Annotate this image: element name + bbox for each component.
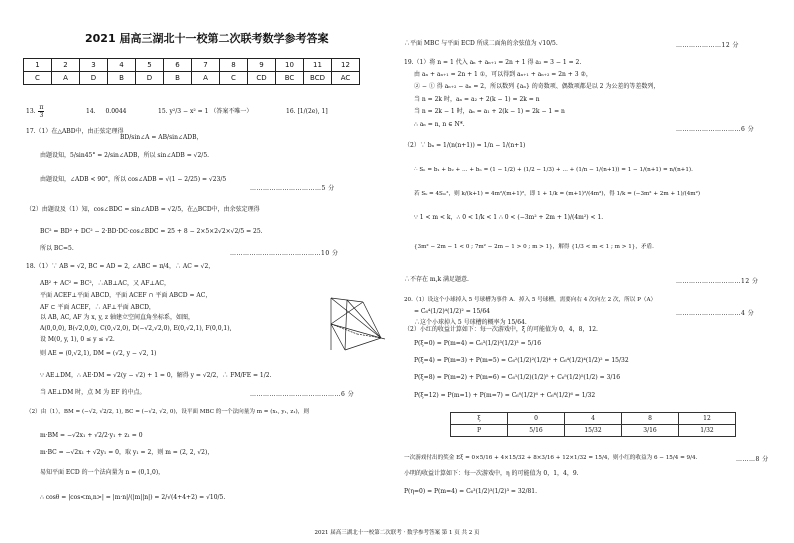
answer-table [23,58,360,85]
q18-line-8: 则 AE = (0,√2,1), DM = (√2, y − √2, 1) [40,350,157,357]
q18-line-5: 以 AB, AC, AF 为 x, y, z 轴建立空间直角坐标系，如图， [40,314,194,321]
q20-line-4: （2）小红的收益计算如下：每一次游戏中，ξ 的可能值为 0，4，8，12. [404,326,598,333]
answer-letter-cell: B [164,72,192,85]
answer-letter-cell: C [220,72,248,85]
edge-bc-line [345,338,381,350]
q19-score-1: …………………………6 分 [676,126,755,133]
distribution-prob-cell: 15/32 [565,425,622,437]
q20-line-6: P(ξ=4) = P(m=3) + P(m=5) = C₆²(1/2)²(1/2)⁴ + C₆⁴(1/2)⁴(1/2)² = 15/32 [414,357,629,364]
q19-line-2: 由 aₙ + aₙ₊₁ = 2n + 1 ①，可以得到 aₙ₊₁ + aₙ₊₂ = 2n + 3 ②， [414,71,592,78]
diag-fc-line [331,298,381,338]
q17-score-2: ……………………………………10 分 [230,250,339,257]
distribution-table [450,412,736,437]
q17-line-2: BD/sin∠A = AB/sin∠ADB， [120,134,203,141]
q20-line-2: = C₆⁴(1/2)⁴(1/2)² = 15/64 [414,308,490,315]
q18-line-13: m·BC = −√2x₁ + √2y₁ = 0，取 y₁ = 2，则 m = (2, 2, √2)， [40,449,214,456]
q19-line-8: ∴ Sₙ = b₁ + b₂ + … + bₙ = (1 − 1/2) + (1/2 − 1/3) + … + (1/n − 1/(n+1)) = 1 − 1/(n+1) = n/(n+1). [414,167,693,173]
q18-line-4: AF ⊂ 平面 ACEF，∴ AF⊥平面 ABCD， [40,304,155,311]
q20-score-1: …………………………4 分 [676,310,755,317]
page-footer: 2021 届高三湖北十一校第二次联考 · 数学参考答案 第 1 页 共 2 页 [314,530,480,536]
answer-number-cell: 9 [248,59,276,72]
answer-number-cell: 1 [24,59,52,72]
q20-line-7: P(ξ=8) = P(m=2) + P(m=6) = C₆¹(1/2)(1/2)⁵ + C₆⁵(1/2)⁵(1/2) = 3/16 [414,374,621,381]
q20-line-5: P(ξ=0) = P(m=4) = C₆³(1/2)³(1/2)³ = 5/16 [414,340,542,347]
answer-number-cell: 5 [136,59,164,72]
q19-line-7: （2）∵ bₙ = 1/(n(n+1)) = 1/n − 1/(n+1) [404,142,526,149]
q18-line-1: 18.（1）∵ AB = √2, BC = AD = 2, ∠ABC = π/4，∴ AC = √2， [26,263,215,270]
q15-note: （答案不唯一） [210,108,253,115]
q20-line-8: P(ξ=12) = P(m=1) + P(m=7) = C₆⁰(1/2)⁶ + C₆⁶(1/2)⁶ = 1/32 [414,392,596,399]
answer-letter-cell: AC [332,72,360,85]
q17-line-4: 由题设知，∠ADB < 90°，所以 cos∠ADB = √(1 − 2/25) = √23/5 [40,176,227,183]
q18-score-2: …………………12 分 [676,42,740,49]
q20-line-3: ∴这个小球掉入 5 号球槽的概率为 15/64. [414,319,527,326]
distribution-prob-row [451,425,736,437]
answer-letter-cell: D [80,72,108,85]
q18-line-10: 当 AE⊥DM 时，点 M 为 EF 的中点。 [40,389,146,396]
q19-line-9: 若 Sₖ = 4Sₘ²，则 k/(k+1) = 4m²/(m+1)²，即 1 + 1/k = (m+1)²/(4m²)，得 1/k = (−3m² + 2m + 1)/(4m²) [414,191,700,197]
edge-ab-line [331,324,345,350]
q20-line-11: P(η=0) = P(m=4) = C₆³(1/2)³(1/2)³ = 32/81. [404,488,538,495]
answer-number-cell: 7 [192,59,220,72]
q18-conclusion: ∴平面 MBC 与平面 ECD 所成二面角的余弦值为 √10/5. [404,40,558,47]
answer-number-cell: 11 [304,59,332,72]
q19-score-2: …………………………12 分 [676,278,759,285]
q15 [158,108,252,116]
q20-line-10: 小明的收益计算如下：每一次游戏中，η 的可能值为 0，1，4，9. [404,470,579,477]
q16-answer: [1/(2e), 1] [297,108,328,115]
q18-score-1: ……………………………………6 分 [250,391,355,398]
q14 [86,108,126,116]
answer-letter-cell: B [108,72,136,85]
answer-number-cell: 10 [276,59,304,72]
q16 [286,108,328,116]
distribution-prob-cell: 5/16 [508,425,565,437]
distribution-header-cell: 4 [565,413,622,425]
answer-letter-cell: CD [248,72,276,85]
answer-number-row [24,59,360,72]
q18-line-12: m·BM = −√2x₁ + √2/2·y₁ + z₁ = 0 [40,432,143,439]
q19-line-11: {3m² − 2m − 1 < 0 ; 7m² − 2m − 1 > 0 ; m > 1}，解得 {1/3 < m < 1 ; m > 1}，矛盾. [414,244,654,250]
q18-line-7: 设 M(0, y, 1), 0 ≤ y ≤ √2. [40,336,115,343]
q20-line-9: 一次游戏付出的奖金 Eξ = 0×5/16 + 4×15/32 + 8×3/16 + 12×1/32 = 15/4，则小红的收益为 6 − 15/4 = 9/4. [404,455,698,461]
q15-answer: y²/3 − x² = 1 [169,108,209,115]
q17-line-3: 由题设知，5/sin45° = 2/sin∠ADB，所以 sin∠ADB = √2/5. [40,152,210,159]
q19-line-10: ∵ 1 < m < k，∴ 0 < 1/k < 1 ∴ 0 < (−3m² + 2m + 1)/(4m²) < 1. [414,214,604,221]
q19-line-4: 当 n = 2k 时，aₙ = a₂ + 2(k − 1) = 2k = n [414,96,540,103]
y-axis-line [381,338,385,339]
distribution-header-cell: 12 [679,413,736,425]
distribution-header-row [451,413,736,425]
q17-line-7: 所以 BC=5. [40,245,74,252]
answer-number-cell: 3 [80,59,108,72]
answer-letter-cell: A [192,72,220,85]
q19-line-12: ∴不存在 m,k 满足题意. [404,276,469,283]
answer-letter-cell: BCD [304,72,332,85]
answer-letter-cell: BC [276,72,304,85]
answer-letter-row [24,72,360,85]
q18-figure [325,294,387,356]
q20-score-2: ………8 分 [736,456,769,463]
q15-label: 15. [158,108,168,115]
answer-number-cell: 8 [220,59,248,72]
answer-number-cell: 2 [52,59,80,72]
q17-score-1: ……………………………5 分 [250,185,335,192]
edge-ac-line [331,324,381,338]
q14-label: 14. [86,108,96,115]
distribution-prob-cell: P [451,425,508,437]
q14-answer: 0.0044 [105,108,127,115]
distribution-header-cell: ξ [451,413,508,425]
q18-line-2: AB² + AC² = BC²，∴AB⊥AC，又 AF⊥AC， [40,280,170,287]
distribution-header-cell: 8 [622,413,679,425]
q18-line-11: （2）由（1），BM = (−√2, √2/2, 1), BC = (−√2, √2, 0)，设平面 MBC 的一个法向量为 m = (x₁, y₁, z₁)，则 [26,409,309,415]
q18-line-15: ∴ cosθ = |cos<m,n>| = |m·n|/(|m||n|) = 2/√(4+4+2) = √10/5. [40,494,226,501]
q18-line-3: 平面 ACEF⊥平面 ABCD，平面 ACEF ∩ 平面 ABCD = AC， [40,292,212,299]
distribution-prob-cell: 3/16 [622,425,679,437]
q19-line-3: ② − ① 得 aₙ₊₂ − aₙ = 2，所以数列 {aₙ} 的奇数项、偶数项都是以 2 为公差的等差数列， [414,83,660,90]
q13 [26,104,45,119]
answer-letter-cell: C [24,72,52,85]
edge-ad-line [331,324,357,334]
q17-line-6: BC² = BD² + DC² − 2·BD·DC·cos∠BDC = 25 + 8 − 2×5×2√2×√2/5 = 25. [40,228,263,235]
edge-mb-line [345,300,347,350]
answer-number-cell: 4 [108,59,136,72]
page-title: 2021 届高三湖北十一校第二次联考数学参考答案 [85,32,329,45]
distribution-header-cell: 0 [508,413,565,425]
q13-den: 3 [39,112,44,119]
edge-ec-line [363,302,381,338]
answer-letter-cell: D [136,72,164,85]
q20-line-1: 20.（1）设这个小球掉入 5 号球槽为事件 A．掉入 5 号球槽，需要向右 4 次向左 2 次，所以 P（A） [404,297,657,303]
distribution-prob-cell: 1/32 [679,425,736,437]
q17-line-5: （2）由题设及（1）知，cos∠BDC = sin∠ADB = √2/5，在△BCD中，由余弦定理得 [26,206,260,213]
q19-line-6: ∴ aₙ = n, n ∈ N*. [414,121,465,128]
q17-line-1: 17.（1）在△ABD中，由正弦定理得 [26,128,124,135]
q16-label: 16. [286,108,296,115]
answer-number-cell: 12 [332,59,360,72]
q19-line-5: 当 n = 2k − 1 时，aₙ = a₁ + 2(k − 1) = 2k − 1 = n [414,108,565,115]
q18-line-6: A(0,0,0), B(√2,0,0), C(0,√2,0), D(−√2,√2,0), E(0,√2,1), F(0,0,1), [40,325,232,332]
q13-answer [38,104,44,119]
answer-number-cell: 6 [164,59,192,72]
q13-label: 13. [26,108,36,115]
q18-line-9: ∵ AE⊥DM，∴ AE·DM = √2(y − √2) + 1 = 0，解得 y = √2/2，∴ FM/FE = 1/2. [40,372,272,379]
answer-letter-cell: A [52,72,80,85]
q13-num: π [39,104,44,111]
q19-line-1: 19.（1）将 n = 1 代入 aₙ + aₙ₊₁ = 2n + 1 得 a₂ = 3 − 1 = 2. [404,59,582,66]
q18-line-14: 易知平面 ECD 的一个法向量为 n = (0,1,0)， [40,469,165,476]
